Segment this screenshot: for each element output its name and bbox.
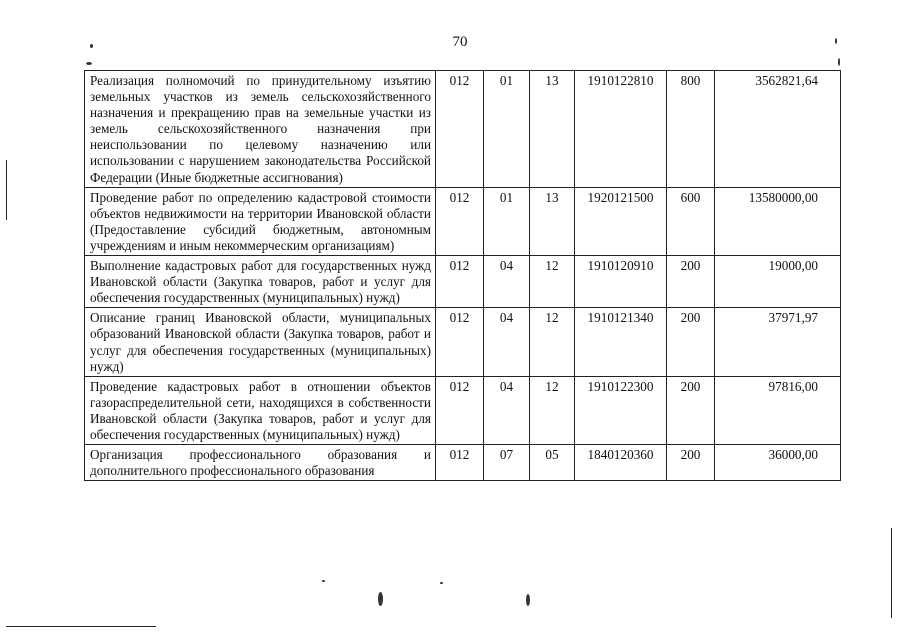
row-description: Описание границ Ивановской области, муниципальных образований Ивановской области (Закупка товаров, работ и услуг для обеспечения государственных (муниципальных) нужд) bbox=[85, 308, 436, 376]
table-row bbox=[85, 308, 841, 376]
row-section-code: 07 bbox=[484, 445, 530, 481]
row-description: Организация профессионального образования и дополнительного профессионального образования bbox=[85, 445, 436, 481]
row-target-article: 1910122810 bbox=[575, 71, 667, 188]
row-subsection-code: 13 bbox=[530, 71, 575, 188]
row-ministry-code: 012 bbox=[436, 445, 484, 481]
row-target-article: 1910120910 bbox=[575, 256, 667, 308]
row-ministry-code: 012 bbox=[436, 256, 484, 308]
scan-speck bbox=[838, 58, 840, 66]
page-number: 70 bbox=[452, 34, 468, 50]
row-description: Проведение кадастровых работ в отношении объектов газораспределительной сети, находящихся в собственности Ивановской области (Закупка товаров, работ и услуг для обеспечения государственных (муниципальных) нужд) bbox=[85, 376, 436, 444]
row-expense-type: 600 bbox=[667, 187, 715, 255]
row-ministry-code: 012 bbox=[436, 308, 484, 376]
scan-speck bbox=[378, 592, 383, 606]
row-amount: 36000,00 bbox=[715, 445, 841, 481]
row-subsection-code: 12 bbox=[530, 308, 575, 376]
row-section-code: 04 bbox=[484, 308, 530, 376]
scan-speck bbox=[440, 582, 443, 584]
row-amount: 19000,00 bbox=[715, 256, 841, 308]
scan-speck bbox=[835, 38, 837, 44]
scan-margin-line bbox=[6, 160, 7, 220]
row-description: Проведение работ по определению кадастровой стоимости объектов недвижимости на территории Ивановской области (Предоставление субсидий бюджетным, автономным учреждениям и иным некоммерческим организациям) bbox=[85, 187, 436, 255]
scan-speck bbox=[322, 580, 325, 582]
row-section-code: 04 bbox=[484, 256, 530, 308]
row-description: Выполнение кадастровых работ для государственных нужд Ивановской области (Закупка товаров, работ и услуг для обеспечения государственных (муниципальных) нужд) bbox=[85, 256, 436, 308]
row-expense-type: 200 bbox=[667, 445, 715, 481]
row-amount: 97816,00 bbox=[715, 376, 841, 444]
row-subsection-code: 05 bbox=[530, 445, 575, 481]
row-target-article: 1910121340 bbox=[575, 308, 667, 376]
row-description: Реализация полномочий по принудительному изъятию земельных участков из земель сельскохозяйственного назначения и прекращению прав на земельные участки из земель сельскохозяйственного назначения при неиспользовании по целевому назначению или использовании с нарушением законодательства Российской Федерации (Иные бюджетные ассигнования) bbox=[85, 71, 436, 188]
row-amount: 13580000,00 bbox=[715, 187, 841, 255]
row-section-code: 01 bbox=[484, 187, 530, 255]
table-row bbox=[85, 445, 841, 481]
row-expense-type: 800 bbox=[667, 71, 715, 188]
scan-bottom-line bbox=[6, 626, 156, 627]
row-target-article: 1920121500 bbox=[575, 187, 667, 255]
row-expense-type: 200 bbox=[667, 256, 715, 308]
row-subsection-code: 12 bbox=[530, 376, 575, 444]
row-target-article: 1840120360 bbox=[575, 445, 667, 481]
row-ministry-code: 012 bbox=[436, 71, 484, 188]
scan-speck bbox=[86, 62, 92, 65]
row-subsection-code: 12 bbox=[530, 256, 575, 308]
row-ministry-code: 012 bbox=[436, 376, 484, 444]
table-row bbox=[85, 187, 841, 255]
row-expense-type: 200 bbox=[667, 308, 715, 376]
scan-speck bbox=[90, 44, 93, 48]
table-row bbox=[85, 256, 841, 308]
row-target-article: 1910122300 bbox=[575, 376, 667, 444]
table-row bbox=[85, 71, 841, 188]
scan-margin-line bbox=[891, 528, 892, 618]
row-subsection-code: 13 bbox=[530, 187, 575, 255]
table-row bbox=[85, 376, 841, 444]
row-expense-type: 200 bbox=[667, 376, 715, 444]
row-section-code: 01 bbox=[484, 71, 530, 188]
budget-table bbox=[84, 70, 841, 481]
row-ministry-code: 012 bbox=[436, 187, 484, 255]
row-amount: 3562821,64 bbox=[715, 71, 841, 188]
row-section-code: 04 bbox=[484, 376, 530, 444]
row-amount: 37971,97 bbox=[715, 308, 841, 376]
scan-speck bbox=[526, 594, 530, 606]
